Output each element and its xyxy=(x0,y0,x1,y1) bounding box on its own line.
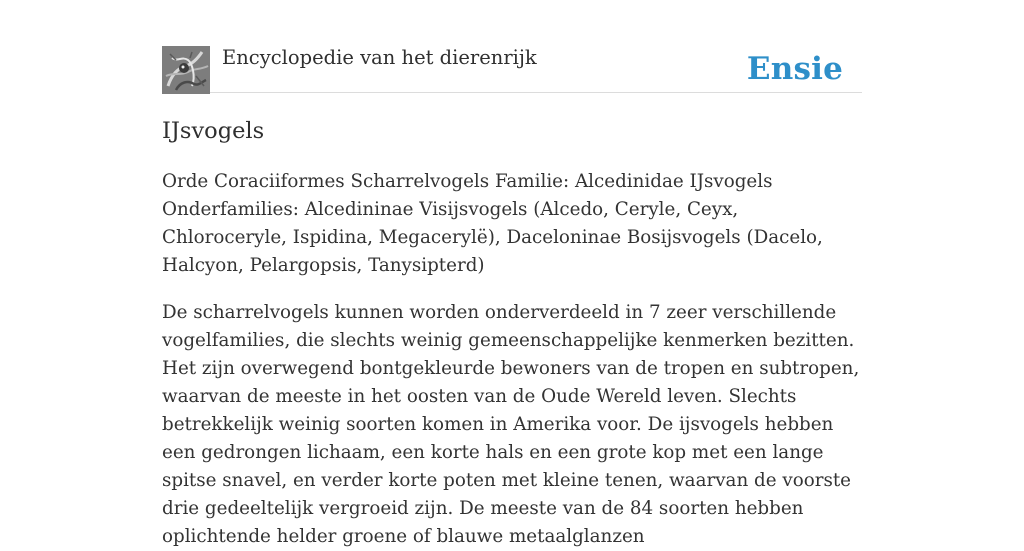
article xyxy=(162,113,862,551)
brand-logo[interactable]: Ensie xyxy=(746,51,843,87)
site-header xyxy=(162,46,862,93)
article-paragraph-1: Orde Coraciiformes Scharrelvogels Familie: Alcedinidae IJsvogels Onderfamilies: Alcedininae Visijsvogels (Alcedo, Ceryle, Ceyx, Chloroceryle, Ispidina, Megacerylë), Daceloninae Bosijsvogels (Dacelo, Halcyon, Pelargopsis, Tanysipterd) xyxy=(162,171,823,276)
article-paragraph-2: De scharrelvogels kunnen worden onderverdeeld in 7 zeer verschillende vogelfamilies, die slechts weinig gemeenschappelijke kenmerken bezitten. Het zijn overwegend bontgekleurde bewoners van de tropen en subtropen, waarvan de meeste in het oosten van de Oude Wereld leven. Slechts betrekkelijk weinig soorten komen in Amerika voor. De ijsvogels hebben een gedrongen lichaam, een korte hals en een grote kop met een lange spitse snavel, en verder korte poten met kleine tenen, waarvan de voorste drie gedeeltelijk vergroeid zijn. De meeste van de 84 soorten hebben oplichtende helder groene of blauwe metaalglanzen xyxy=(162,302,860,547)
site-avatar-icon[interactable] xyxy=(162,46,210,94)
site-name[interactable]: Encyclopedie van het dierenrijk xyxy=(222,46,537,69)
bird-engraving-icon xyxy=(162,46,210,94)
article-title: IJsvogels xyxy=(162,118,265,144)
